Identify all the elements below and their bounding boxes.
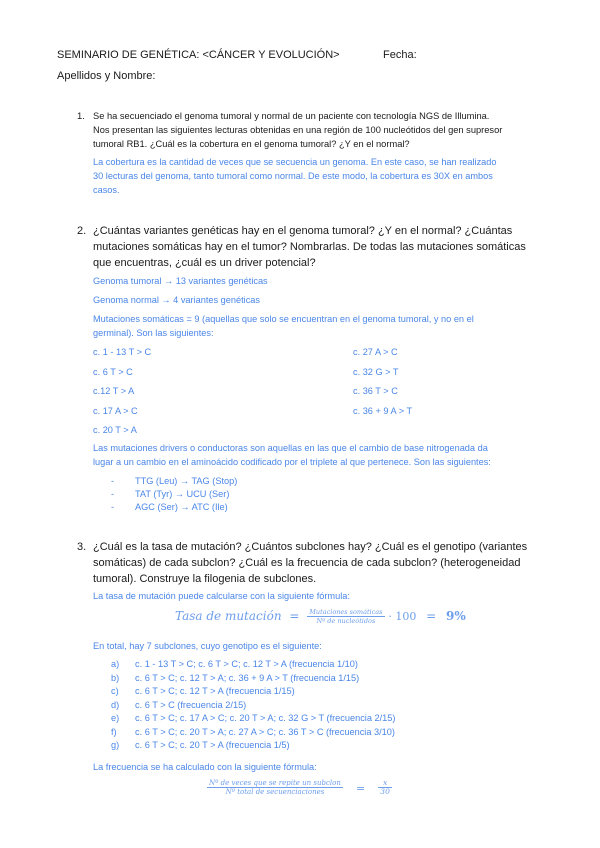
subclone-text: c. 6 T > C; c. 12 T > A (frecuencia 1/15)	[135, 686, 295, 696]
mutation-item: c. 6 T > C	[93, 366, 133, 377]
subclone-item	[111, 698, 531, 712]
freq-x: x	[382, 778, 388, 787]
subclone-item	[111, 657, 531, 671]
driver-item	[111, 474, 411, 487]
q1-line: Se ha secuenciado el genoma tumoral y normal de un paciente con tecnología NGS de Illumina.	[93, 111, 490, 121]
somatic-line: germinal). Son las siguientes:	[93, 328, 214, 338]
subclone-text: c. 6 T > C; c. 20 T > A; c. 27 A > C; c. 36 T > C (frecuencia 3/10)	[135, 726, 395, 737]
mutation-item: c. 20 T > A	[93, 425, 137, 436]
freq-denominator: Nº total de secuenciaciones	[207, 787, 343, 796]
drivers-line: lugar a un cambio en el aminoácido codificado por el triplete al que pertenece. Son las siguientes:	[93, 457, 491, 467]
subclone-letter: g)	[111, 740, 120, 750]
subclone-letter: a)	[111, 659, 120, 669]
name-label: Apellidos y Nombre:	[57, 70, 156, 82]
formula-fraction	[307, 608, 384, 625]
subclone-text: c. 6 T > C; c. 20 T > A (frecuencia 1/5)	[135, 740, 290, 750]
question-1	[93, 109, 541, 151]
subclone-letter: e)	[111, 713, 120, 723]
q1-line: tumoral RB1. ¿Cuál es la cobertura en el genoma tumoral? ¿Y en el normal?	[93, 139, 410, 149]
subclone-item	[111, 684, 531, 698]
formula-times: · 100	[388, 610, 417, 623]
seminar-title: SEMINARIO DE GENÉTICA: <CÁNCER Y EVOLUCIÓN>	[57, 49, 340, 61]
normal-variants: Genoma normal → 4 variantes genéticas	[93, 295, 260, 305]
subclone-list	[111, 657, 531, 752]
a1-line: 30 lecturas del genoma, tanto tumoral como normal. De este modo, la cobertura es 30X en ambos	[93, 171, 493, 181]
mutation-list-right	[353, 345, 412, 423]
subclone-letter: b)	[111, 672, 120, 683]
subclone-text: c. 6 T > C; c. 12 T > A; c. 36 + 9 A > T (frecuencia 1/15)	[135, 672, 360, 683]
driver-list	[111, 474, 411, 513]
freq-equals: =	[355, 782, 366, 795]
subclone-item	[111, 738, 531, 752]
freq-intro: La frecuencia se ha calculado con la siguiente fórmula:	[93, 762, 317, 772]
answer-1	[93, 155, 541, 197]
q1-line: Nos presentan las siguientes lecturas obtenidas en una región de 100 nucleótidos del gen supresor	[93, 125, 503, 135]
mutation-list-left	[93, 345, 151, 443]
freq-numerator: Nº de veces que se repite un subclon	[209, 779, 341, 787]
q3-number: 3.	[77, 541, 87, 553]
q2-line: mutaciones somáticas hay en el tumor? Nombrarlas. De todas las mutaciones somáticas	[93, 241, 526, 253]
question-3	[93, 539, 543, 587]
q2-number: 2.	[77, 225, 87, 237]
somatic-line: Mutaciones somáticas = 9 (aquellas que solo se encuentran en el genoma tumoral, y no en el	[93, 314, 474, 324]
q2-line: que encuentras, ¿cuál es un driver potencial?	[93, 257, 316, 269]
driver-text: TAT (Tyr) → UCU (Ser)	[135, 489, 230, 499]
mutation-item: c. 17 A > C	[93, 405, 138, 416]
rate-intro: La tasa de mutación puede calcularse con la siguiente fórmula:	[93, 591, 350, 601]
formula-result: 9%	[446, 609, 466, 623]
mutation-item: c. 1 - 13 T > C	[93, 347, 152, 357]
drivers-text	[93, 441, 543, 469]
dash-bullet: -	[111, 502, 115, 512]
subclone-item	[111, 711, 531, 725]
subclones-intro: En total, hay 7 subclones, cuyo genotipo es el siguiente:	[93, 641, 322, 651]
subclone-text: c. 1 - 13 T > C; c. 6 T > C; c. 12 T > A (frecuencia 1/10)	[135, 659, 358, 669]
q2-line: ¿Cuántas variantes genéticas hay en el genoma tumoral? ¿Y en el normal? ¿Cuántas	[93, 225, 513, 237]
formula-equals-2: =	[426, 609, 437, 623]
mutation-rate-formula	[175, 608, 466, 625]
tumoral-variants: Genoma tumoral → 13 variantes genéticas	[93, 276, 268, 286]
subclone-item	[111, 725, 531, 739]
mutation-item: c. 27 A > C	[353, 347, 398, 357]
subclone-item	[111, 671, 531, 685]
subclone-letter: f)	[111, 726, 117, 737]
frequency-formula	[207, 777, 392, 796]
freq-30: 30	[380, 787, 390, 796]
date-label: Fecha:	[383, 49, 417, 61]
mutation-item: c.12 T > A	[93, 386, 135, 397]
freq-fraction-2	[378, 779, 392, 796]
mutation-item: c. 32 G > T	[353, 366, 399, 377]
subclone-letter: c)	[111, 686, 119, 696]
a1-line: casos.	[93, 185, 120, 195]
freq-fraction	[207, 779, 343, 796]
q3-line: ¿Cuál es la tasa de mutación? ¿Cuántos subclones hay? ¿Cuál es el genotipo (variantes	[93, 541, 528, 553]
dash-bullet: -	[111, 489, 115, 499]
subclone-letter: d)	[111, 699, 120, 710]
formula-lhs: Tasa de mutación	[175, 609, 282, 623]
mutation-item: c. 36 T > C	[353, 386, 398, 397]
formula-numerator: Mutaciones somáticas	[309, 608, 383, 616]
dash-bullet: -	[111, 476, 115, 486]
driver-text: TTG (Leu) → TAG (Stop)	[135, 476, 238, 486]
subclone-text: c. 6 T > C; c. 17 A > C; c. 20 T > A; c. 32 G > T (frecuencia 2/15)	[135, 713, 396, 723]
formula-denominator: Nº de nucleótidos	[307, 616, 384, 625]
q3-line: somáticas) de cada subclon? ¿Cuál es la frecuencia de cada subclon? (heterogeneidad	[93, 557, 521, 569]
a1-line: La cobertura es la cantidad de veces que se secuencia un genoma. En este caso, se han realizado	[93, 157, 497, 167]
mutation-item: c. 36 + 9 A > T	[353, 405, 413, 416]
drivers-line: Las mutaciones drivers o conductoras son aquellas en las que el cambio de base nitrogenada da	[93, 443, 488, 453]
driver-item	[111, 500, 411, 513]
formula-equals: =	[289, 609, 300, 623]
driver-item	[111, 487, 411, 500]
q3-line: tumoral). Construye la filogenia de subclones.	[93, 573, 317, 585]
somatic-mutations-text	[93, 312, 543, 340]
question-2	[93, 223, 543, 271]
q1-number: 1.	[77, 111, 85, 122]
driver-text: AGC (Ser) → ATC (Ile)	[135, 502, 228, 512]
subclone-text: c. 6 T > C (frecuencia 2/15)	[135, 699, 247, 710]
